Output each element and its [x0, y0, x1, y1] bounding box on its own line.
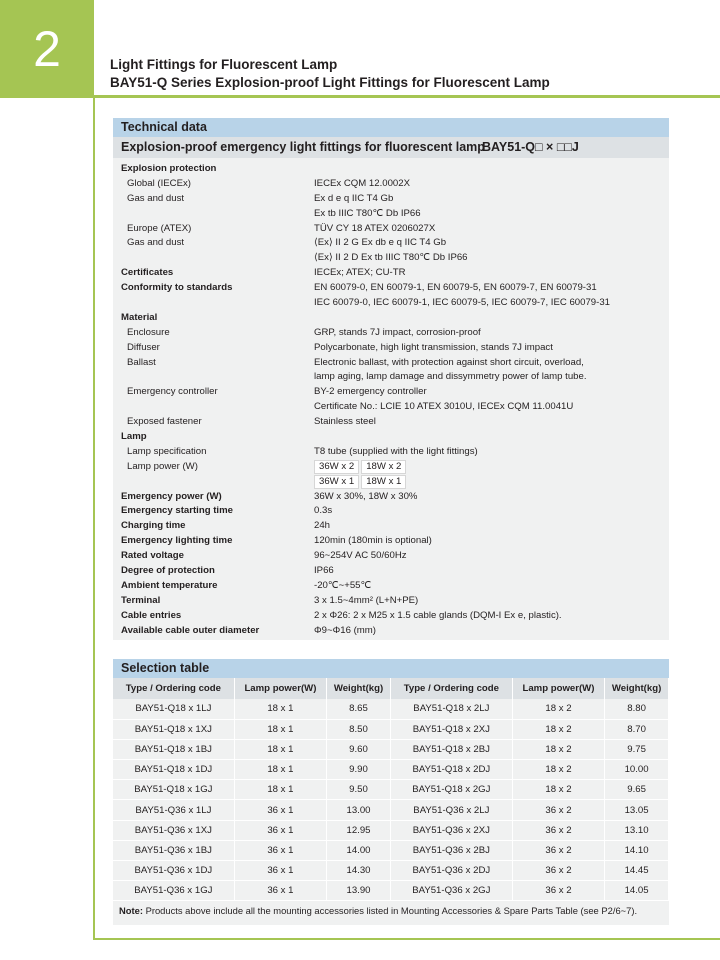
- table-row: [113, 881, 669, 901]
- spec-label: Lamp specification: [127, 445, 207, 457]
- table-cell: 18 x 2: [512, 739, 604, 759]
- column-header: Lamp power(W): [512, 678, 604, 699]
- spec-label: Available cable outer diameter: [121, 624, 260, 636]
- table-cell: BAY51-Q36 x 1GJ: [113, 881, 234, 901]
- spec-label: Explosion protection: [121, 163, 217, 174]
- spec-row: [121, 192, 661, 207]
- table-cell: BAY51-Q36 x 2DJ: [390, 861, 512, 881]
- table-cell: 36 x 2: [512, 820, 604, 840]
- table-cell: BAY51-Q36 x 2BJ: [390, 840, 512, 860]
- column-header: Type / Ordering code: [113, 678, 234, 699]
- spec-value: Φ9~Φ16 (mm): [314, 624, 376, 636]
- spec-row: [121, 207, 661, 222]
- page-title: [110, 56, 550, 92]
- table-cell: 18 x 1: [234, 780, 326, 800]
- selection-table-header: [113, 678, 669, 699]
- spec-row: [121, 460, 661, 475]
- note-text: Products above include all the mounting accessories listed in Mounting Accessories & Spare Parts Table (see P2/6~7).: [142, 905, 638, 917]
- table-cell: 18 x 1: [234, 739, 326, 759]
- bottom-rule: [93, 938, 720, 940]
- spec-row: [121, 445, 661, 460]
- spec-label: Emergency controller: [127, 386, 218, 398]
- spec-value: IP66: [314, 565, 334, 577]
- table-cell: 18 x 2: [512, 699, 604, 719]
- spec-label: [121, 251, 314, 266]
- spec-row: [121, 177, 661, 192]
- spec-label: Certificates: [121, 267, 174, 279]
- spec-value: ⟨Ex⟩ II 2 D Ex tb IIIC T80℃ Db IP66: [314, 252, 468, 264]
- column-header: Type / Ordering code: [390, 678, 512, 699]
- spec-value: Ex d e q IIC T4 Gb: [314, 192, 394, 204]
- spec-row: [121, 475, 661, 490]
- spec-row: [121, 326, 661, 341]
- spec-value: Ex tb IIIC T80℃ Db IP66: [314, 207, 421, 219]
- lamp-power-cell: 18W x 1: [361, 475, 406, 489]
- spec-row: [121, 251, 661, 266]
- table-cell: 14.45: [605, 861, 669, 881]
- spec-row: [121, 415, 661, 430]
- table-cell: 18 x 2: [512, 780, 604, 800]
- table-cell: 13.90: [327, 881, 391, 901]
- spec-value: 96~254V AC 50/60Hz: [314, 550, 407, 562]
- table-cell: 36 x 2: [512, 800, 604, 820]
- spec-value: 0.3s: [314, 505, 333, 517]
- table-cell: BAY51-Q18 x 1GJ: [113, 780, 234, 800]
- technical-rows: [113, 158, 669, 639]
- table-cell: 13.00: [327, 800, 391, 820]
- table-row: [113, 861, 669, 881]
- table-cell: BAY51-Q18 x 1LJ: [113, 699, 234, 719]
- spec-label: Conformity to standards: [121, 282, 233, 294]
- table-row: [113, 739, 669, 759]
- table-row: [113, 800, 669, 820]
- table-cell: BAY51-Q18 x 1XJ: [113, 719, 234, 739]
- spec-label: Emergency starting time: [121, 505, 233, 517]
- lamp-power-values: [314, 460, 661, 475]
- spec-value: IECEx; ATEX; CU-TR: [314, 267, 406, 279]
- spec-value: [314, 311, 661, 326]
- spec-row: [121, 311, 661, 326]
- technical-subtitle-text: Explosion-proof emergency light fittings for fluorescent lamp: [121, 140, 485, 154]
- table-cell: 13.10: [605, 820, 669, 840]
- spec-value: GRP, stands 7J impact, corrosion-proof: [314, 326, 481, 338]
- selection-table-title: Selection table: [113, 659, 669, 678]
- table-row: [113, 699, 669, 719]
- table-cell: 36 x 1: [234, 840, 326, 860]
- table-cell: 36 x 1: [234, 820, 326, 840]
- table-cell: BAY51-Q18 x 2LJ: [390, 699, 512, 719]
- table-cell: 36 x 1: [234, 881, 326, 901]
- table-cell: 36 x 2: [512, 840, 604, 860]
- table-cell: 18 x 1: [234, 760, 326, 780]
- table-cell: 9.75: [605, 739, 669, 759]
- table-cell: 9.65: [605, 780, 669, 800]
- table-cell: 8.80: [605, 699, 669, 719]
- table-cell: BAY51-Q36 x 2GJ: [390, 881, 512, 901]
- spec-label: Ambient temperature: [121, 579, 218, 591]
- spec-label: Material: [121, 311, 158, 323]
- side-rule: [93, 98, 95, 940]
- spec-label: Ballast: [127, 356, 156, 368]
- spec-value: Polycarbonate, high light transmission, stands 7J impact: [314, 341, 553, 353]
- spec-value: BY-2 emergency controller: [314, 386, 427, 398]
- spec-value: Stainless steel: [314, 416, 376, 428]
- spec-value: 36W x 30%, 18W x 30%: [314, 490, 418, 502]
- table-cell: BAY51-Q36 x 1BJ: [113, 840, 234, 860]
- table-cell: 18 x 2: [512, 719, 604, 739]
- spec-row: [121, 400, 661, 415]
- spec-label: [121, 296, 314, 311]
- table-cell: BAY51-Q18 x 2XJ: [390, 719, 512, 739]
- spec-label: Global (IECEx): [127, 177, 191, 189]
- spec-row: [121, 236, 661, 251]
- spec-row: [121, 609, 661, 624]
- column-header: Lamp power(W): [234, 678, 326, 699]
- spec-row: [121, 534, 661, 549]
- spec-value: ⟨Ex⟩ II 2 G Ex db e q IIC T4 Gb: [314, 237, 447, 249]
- spec-label: Terminal: [121, 594, 161, 606]
- table-cell: BAY51-Q18 x 2GJ: [390, 780, 512, 800]
- table-cell: BAY51-Q36 x 1DJ: [113, 861, 234, 881]
- table-cell: BAY51-Q36 x 2LJ: [390, 800, 512, 820]
- spec-row: [121, 624, 661, 639]
- spec-row: [121, 296, 661, 311]
- spec-row: [121, 266, 661, 281]
- technical-data-panel: [113, 118, 669, 640]
- selection-table-panel: [113, 659, 669, 925]
- spec-label: Enclosure: [127, 326, 170, 338]
- spec-row: [121, 594, 661, 609]
- table-row: [113, 719, 669, 739]
- spec-label: [121, 207, 314, 222]
- table-cell: BAY51-Q18 x 2BJ: [390, 739, 512, 759]
- spec-label: Charging time: [121, 520, 186, 532]
- spec-label: Gas and dust: [127, 237, 185, 249]
- table-cell: 18 x 2: [512, 760, 604, 780]
- spec-label: Emergency lighting time: [121, 535, 233, 547]
- spec-value: [314, 162, 661, 177]
- table-cell: BAY51-Q18 x 2DJ: [390, 760, 512, 780]
- spec-value: EN 60079-0, EN 60079-1, EN 60079-5, EN 60079-7, EN 60079-31: [314, 282, 597, 294]
- spec-row: [121, 222, 661, 237]
- chapter-number: 2: [0, 0, 94, 98]
- table-row: [113, 820, 669, 840]
- spec-value: 2 x Φ26: 2 x M25 x 1.5 cable glands (DQM-I Ex e, plastic).: [314, 609, 562, 621]
- spec-label: Degree of protection: [121, 565, 215, 577]
- spec-row: [121, 504, 661, 519]
- lamp-power-values: [314, 475, 661, 490]
- technical-data-title: Technical data: [113, 118, 669, 137]
- table-cell: BAY51-Q18 x 1DJ: [113, 760, 234, 780]
- selection-note: [113, 901, 669, 916]
- spec-value: Electronic ballast, with protection against short circuit, overload,: [314, 356, 584, 368]
- spec-row: [121, 519, 661, 534]
- table-cell: 18 x 1: [234, 719, 326, 739]
- table-cell: 8.65: [327, 699, 391, 719]
- table-row: [113, 780, 669, 800]
- technical-subtitle: [113, 137, 669, 158]
- table-cell: 10.00: [605, 760, 669, 780]
- table-cell: 9.90: [327, 760, 391, 780]
- spec-value: TÜV CY 18 ATEX 0206027X: [314, 222, 436, 234]
- spec-label: Exposed fastener: [127, 416, 202, 428]
- table-cell: 14.00: [327, 840, 391, 860]
- table-cell: 13.05: [605, 800, 669, 820]
- table-cell: 8.50: [327, 719, 391, 739]
- spec-label: Diffuser: [127, 341, 160, 353]
- spec-label: Emergency power (W): [121, 490, 222, 502]
- spec-value: lamp aging, lamp damage and dissymmetry power of lamp tube.: [314, 371, 587, 383]
- spec-label: Lamp power (W): [127, 460, 198, 472]
- spec-row: [121, 385, 661, 400]
- selection-table-body: [113, 699, 669, 901]
- spec-value: 3 x 1.5~4mm² (L+N+PE): [314, 594, 419, 606]
- table-cell: 36 x 1: [234, 800, 326, 820]
- model-code: BAY51-Q□ × □□J: [482, 140, 579, 154]
- spec-value: Certificate No.: LCIE 10 ATEX 3010U, IECEx CQM 11.0041U: [314, 401, 574, 413]
- page-title-line1: Light Fittings for Fluorescent Lamp: [110, 57, 338, 72]
- spec-row: [121, 281, 661, 296]
- spec-row: [121, 430, 661, 445]
- spec-label: [121, 475, 314, 490]
- note-label: Note:: [119, 905, 143, 917]
- table-cell: 9.50: [327, 780, 391, 800]
- lamp-power-cell: 36W x 1: [314, 475, 359, 489]
- spec-row: [121, 370, 661, 385]
- spec-row: [121, 549, 661, 564]
- selection-table: [113, 678, 669, 901]
- spec-value: 24h: [314, 520, 331, 532]
- table-cell: 14.10: [605, 840, 669, 860]
- spec-row: [121, 564, 661, 579]
- table-cell: 12.95: [327, 820, 391, 840]
- header-rule: [94, 95, 720, 98]
- spec-label: Rated voltage: [121, 550, 184, 562]
- column-header: Weight(kg): [605, 678, 669, 699]
- table-cell: BAY51-Q18 x 1BJ: [113, 739, 234, 759]
- table-cell: 14.05: [605, 881, 669, 901]
- spec-value: IEC 60079-0, IEC 60079-1, IEC 60079-5, IEC 60079-7, IEC 60079-31: [314, 297, 610, 309]
- lamp-power-cell: 36W x 2: [314, 460, 359, 474]
- table-cell: 18 x 1: [234, 699, 326, 719]
- spec-value: 120min (180min is optional): [314, 535, 432, 547]
- spec-value: -20℃~+55℃: [314, 579, 372, 591]
- column-header: Weight(kg): [327, 678, 391, 699]
- table-row: [113, 760, 669, 780]
- spec-label: Europe (ATEX): [127, 222, 192, 234]
- spec-row: [121, 341, 661, 356]
- spec-row: [121, 579, 661, 594]
- spec-label: Cable entries: [121, 609, 182, 621]
- table-cell: BAY51-Q36 x 2XJ: [390, 820, 512, 840]
- lamp-power-cell: 18W x 2: [361, 460, 406, 474]
- table-cell: 36 x 1: [234, 861, 326, 881]
- spec-label: [121, 370, 314, 385]
- spec-row: [121, 162, 661, 177]
- table-cell: BAY51-Q36 x 1LJ: [113, 800, 234, 820]
- table-cell: 9.60: [327, 739, 391, 759]
- table-cell: 14.30: [327, 861, 391, 881]
- table-cell: 36 x 2: [512, 861, 604, 881]
- spec-label: Lamp: [121, 431, 147, 443]
- spec-value: IECEx CQM 12.0002X: [314, 177, 410, 189]
- spec-value: [314, 430, 661, 445]
- spec-label: [121, 400, 314, 415]
- page-title-line2: BAY51-Q Series Explosion-proof Light Fittings for Fluorescent Lamp: [110, 75, 550, 90]
- table-cell: 36 x 2: [512, 881, 604, 901]
- table-row: [113, 840, 669, 860]
- table-cell: 8.70: [605, 719, 669, 739]
- spec-value: T8 tube (supplied with the light fittings): [314, 445, 478, 457]
- table-cell: BAY51-Q36 x 1XJ: [113, 820, 234, 840]
- spec-label: Gas and dust: [127, 192, 185, 204]
- spec-row: [121, 490, 661, 505]
- spec-row: [121, 356, 661, 371]
